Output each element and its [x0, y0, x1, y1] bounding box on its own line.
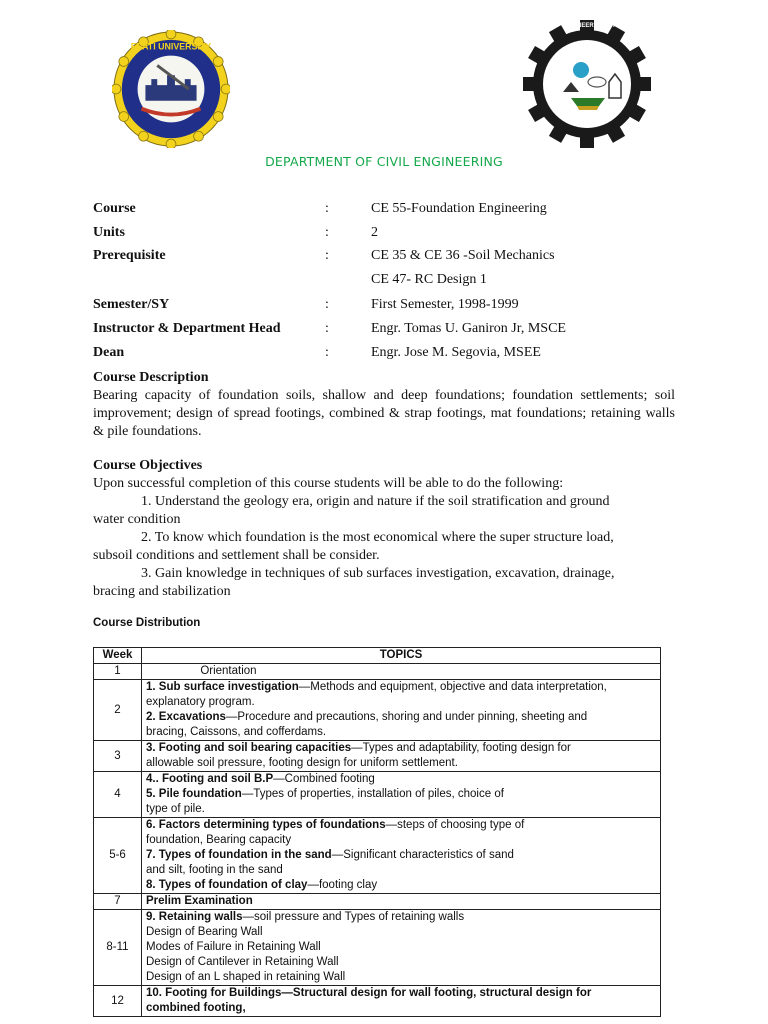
week-cell: 7	[94, 894, 142, 910]
topic-line	[146, 818, 656, 833]
topic-heading: combined footing,	[146, 1002, 246, 1014]
week-cell: 3	[94, 741, 142, 772]
topic-text: Design of Bearing Wall	[146, 926, 263, 938]
topics-cell	[142, 741, 661, 772]
week-cell: 12	[94, 986, 142, 1017]
topic-line	[146, 848, 656, 863]
course-distribution-table	[93, 647, 661, 1017]
info-value: Engr. Jose M. Segovia, MSEE	[371, 345, 541, 360]
topic-text: —Significant characteristics of sand	[331, 849, 514, 861]
topic-line	[146, 910, 656, 925]
topic-line	[146, 756, 656, 771]
topic-text: —footing clay	[307, 879, 378, 891]
topic-heading: 4.. Footing and soil B.P	[146, 773, 274, 785]
topic-line	[146, 710, 656, 725]
topic-text: —steps of choosing type of	[385, 819, 525, 831]
topics-cell	[142, 664, 661, 680]
course-distribution-title: Course Distribution	[93, 617, 201, 629]
table-header-row	[94, 648, 661, 664]
topic-line	[146, 894, 656, 909]
topic-line	[146, 725, 656, 740]
objective-text: 1. Understand the geology era, origin and nature if the soil stratification and ground	[141, 494, 610, 509]
table-row	[94, 986, 661, 1017]
info-row-units	[93, 225, 693, 245]
topic-text: explanatory program.	[146, 696, 255, 708]
topic-heading: 3. Footing and soil bearing capacities	[146, 742, 352, 754]
info-value: CE 55-Foundation Engineering	[371, 201, 547, 216]
topic-text: and silt, footing in the sand	[146, 864, 283, 876]
topic-text: Design of an L shaped in retaining Wall	[146, 971, 346, 983]
topic-heading: 8. Types of foundation of clay	[146, 879, 308, 891]
info-colon: :	[325, 345, 329, 360]
week-cell: 4	[94, 772, 142, 818]
topic-line	[146, 940, 656, 955]
info-row-prerequisite-2	[93, 272, 693, 292]
topic-line	[146, 863, 656, 878]
objective-text: 3. Gain knowledge in techniques of sub surfaces investigation, excavation, drainage,	[141, 566, 615, 581]
topic-line	[146, 878, 656, 893]
topic-heading: 9. Retaining walls	[146, 911, 243, 923]
week-header: Week	[94, 648, 142, 664]
info-colon: :	[325, 201, 329, 216]
topic-line	[146, 925, 656, 940]
topics-cell	[142, 772, 661, 818]
course-objectives-title: Course Objectives	[93, 458, 203, 473]
info-colon: :	[325, 248, 329, 263]
table-row	[94, 818, 661, 894]
department-title: DEPARTMENT OF CIVIL ENGINEERING	[265, 154, 503, 169]
info-value: CE 35 & CE 36 -Soil Mechanics	[371, 248, 555, 263]
info-value: Engr. Tomas U. Ganiron Jr, MSCE	[371, 321, 566, 336]
table-row	[94, 910, 661, 986]
topic-line	[146, 741, 656, 756]
objective-item	[93, 565, 675, 601]
topic-line	[146, 1001, 656, 1016]
right-logo-text: INSTITUTE OF ENGINEERING & TECHNOLOGY	[519, 23, 655, 29]
topics-cell	[142, 986, 661, 1017]
info-label: Units	[93, 225, 125, 240]
info-value: First Semester, 1998-1999	[371, 297, 519, 312]
topic-text: —Types and adaptability, footing design for	[351, 742, 571, 754]
table-row	[94, 772, 661, 818]
topic-heading: 2. Excavations	[146, 711, 226, 723]
objective-item	[93, 493, 675, 529]
info-row-instructor	[93, 321, 693, 341]
topic-heading: 7. Types of foundation in the sand	[146, 849, 332, 861]
info-value: 2	[371, 225, 378, 240]
topic-heading: 1. Sub surface investigation	[146, 681, 299, 693]
topics-cell	[142, 894, 661, 910]
objective-text: 2. To know which foundation is the most economical where the super structure load,	[141, 530, 614, 545]
topic-heading: Prelim Examination	[146, 895, 253, 907]
info-label: Semester/SY	[93, 297, 170, 312]
topic-line	[146, 664, 656, 679]
info-label: Course	[93, 201, 136, 216]
topic-heading: 10. Footing for Buildings—Structural design for wall footing, structural design for	[146, 987, 592, 999]
info-label: Prerequisite	[93, 248, 166, 263]
topic-text: Orientation	[146, 665, 257, 677]
table-row	[94, 664, 661, 680]
week-cell: 1	[94, 664, 142, 680]
table-row	[94, 894, 661, 910]
info-colon: :	[325, 321, 329, 336]
week-cell: 5-6	[94, 818, 142, 894]
topic-text: foundation, Bearing capacity	[146, 834, 292, 846]
topic-text: —Types of properties, installation of piles, choice of	[241, 788, 504, 800]
topic-text: allowable soil pressure, footing design for uniform settlement.	[146, 757, 458, 769]
objective-text-cont: bracing and stabilization	[93, 584, 231, 599]
topic-text: Modes of Failure in Retaining Wall	[146, 941, 321, 953]
week-cell: 8-11	[94, 910, 142, 986]
topic-line	[146, 787, 656, 802]
topic-text: type of pile.	[146, 803, 205, 815]
table-row	[94, 741, 661, 772]
info-row-course	[93, 201, 693, 221]
topic-text: —Procedure and precautions, shoring and under pinning, sheeting and	[225, 711, 588, 723]
feati-university-logo	[112, 30, 230, 148]
week-cell: 2	[94, 680, 142, 741]
topics-cell	[142, 910, 661, 986]
topic-text: —Combined footing	[273, 773, 375, 785]
topic-text: Design of Cantilever in Retaining Wall	[146, 956, 339, 968]
info-row-semester	[93, 297, 693, 317]
topic-line	[146, 986, 656, 1001]
info-label: Dean	[93, 345, 125, 360]
topic-heading: 5. Pile foundation	[146, 788, 242, 800]
topics-cell	[142, 680, 661, 741]
course-description-text: Bearing capacity of foundation soils, shallow and deep foundations; foundation settlements; soil improvement; design of spread footings, combined & strap footings, mat foundations; retaining walls & pile foundations.	[93, 388, 675, 439]
topic-line	[146, 695, 656, 710]
info-row-prerequisite	[93, 248, 693, 268]
topics-header: TOPICS	[142, 648, 661, 664]
topic-line	[146, 833, 656, 848]
topic-text: bracing, Caissons, and cofferdams.	[146, 726, 327, 738]
topic-text: —soil pressure and Types of retaining walls	[242, 911, 465, 923]
objective-text-cont: subsoil conditions and settlement shall be consider.	[93, 548, 380, 563]
topic-line	[146, 955, 656, 970]
info-label: Instructor & Department Head	[93, 321, 281, 336]
course-objectives-intro: Upon successful completion of this course students will be able to do the following:	[93, 476, 564, 491]
info-colon: :	[325, 225, 329, 240]
topic-text: —Methods and equipment, objective and data interpretation,	[298, 681, 607, 693]
topic-line	[146, 802, 656, 817]
objective-item	[93, 529, 675, 565]
info-colon: :	[325, 297, 329, 312]
institute-engineering-logo	[512, 18, 662, 150]
info-row-dean	[93, 345, 693, 365]
course-description-title: Course Description	[93, 370, 209, 385]
topic-line	[146, 680, 656, 695]
objective-text-cont: water condition	[93, 512, 181, 527]
info-value: CE 47- RC Design 1	[371, 272, 487, 287]
topic-heading: 6. Factors determining types of foundations	[146, 819, 386, 831]
table-row	[94, 680, 661, 741]
topic-line	[146, 970, 656, 985]
topic-line	[146, 772, 656, 787]
left-logo-text: FEATI UNIVERSITY	[130, 41, 212, 52]
topics-cell	[142, 818, 661, 894]
